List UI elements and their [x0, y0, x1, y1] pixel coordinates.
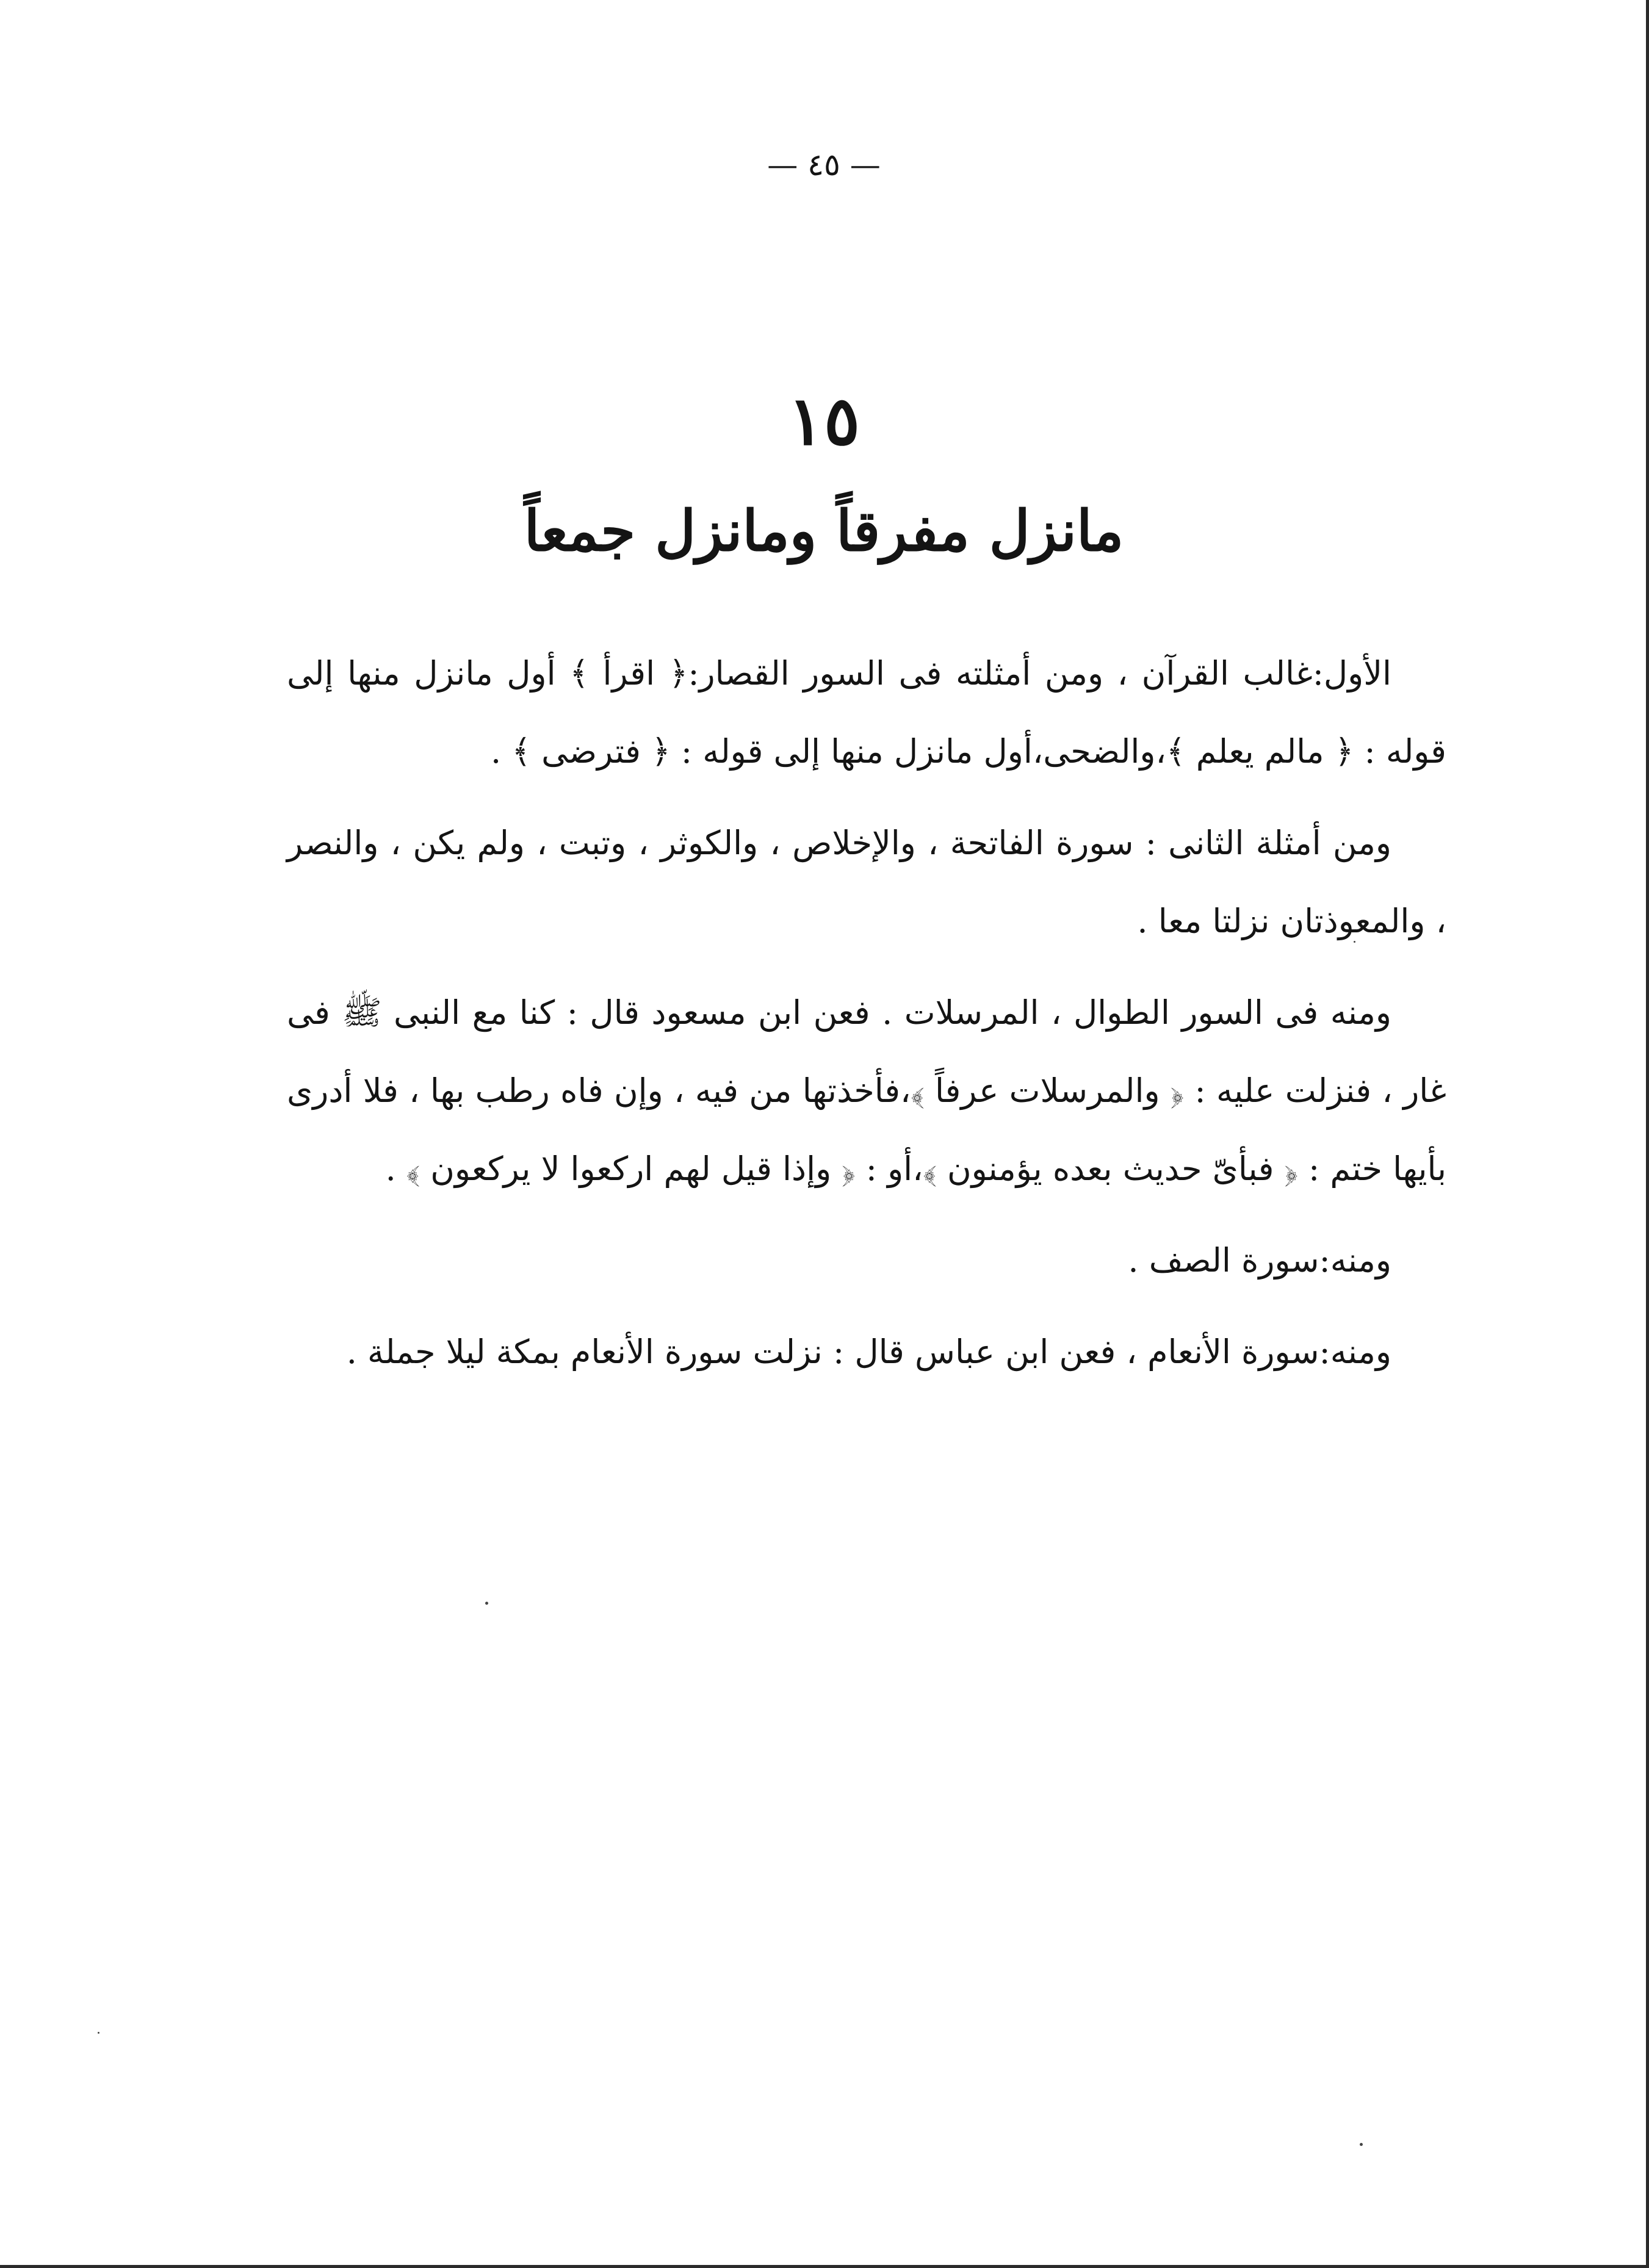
chapter-number: ١٥ [787, 381, 861, 460]
paragraph: ومنه:سورة الصف . [1128, 1241, 1391, 1280]
scan-speck [485, 1602, 488, 1605]
page-number: — ٤٥ — [767, 147, 881, 182]
scan-speck [1360, 2143, 1363, 2146]
body-text [287, 635, 1446, 1405]
paragraph: ومنه فى السور الطوال ، المرسلات . فعن ابن مسعود قال : كنا مع النبى ﷺ فى غار ، فنزلت عليه : ﴿ والمرسلات عرفاً ﴾،فأخذتها من فيه ، وإن فاه رطب بها ، فلا أدرى بأيها ختم : ﴿ فبأىّ حديث بعده يؤمنون ﴾،أو : ﴿ وإذا قيل لهم اركعوا لا يركعون ﴾ . [287, 993, 1446, 1188]
chapter-title: مانزل مفرقاً ومانزل جمعاً [524, 498, 1124, 564]
scan-speck [1354, 941, 1355, 943]
paragraph: ومنه:سورة الأنعام ، فعن ابن عباس قال : نزلت سورة الأنعام بمكة ليلا جملة . [346, 1333, 1391, 1371]
paragraph: الأول:غالب القرآن ، ومن أمثلته فى السور القصار:﴿ اقرأ ﴾ أول مانزل منها إلى قوله : ﴿ مالم يعلم ﴾،والضحى،أول مانزل منها إلى قوله : ﴿ فترضى ﴾ . [287, 654, 1446, 771]
scan-speck [98, 2032, 99, 2034]
page-edge-right [1646, 0, 1649, 2268]
paragraph: ومن أمثلة الثانى : سورة الفاتحة ، والإخلاص ، والكوثر ، وتبت ، ولم يكن ، والنصر ، والمعوذتان نزلتا معا . [287, 824, 1446, 940]
page-edge-bottom [0, 2265, 1649, 2268]
